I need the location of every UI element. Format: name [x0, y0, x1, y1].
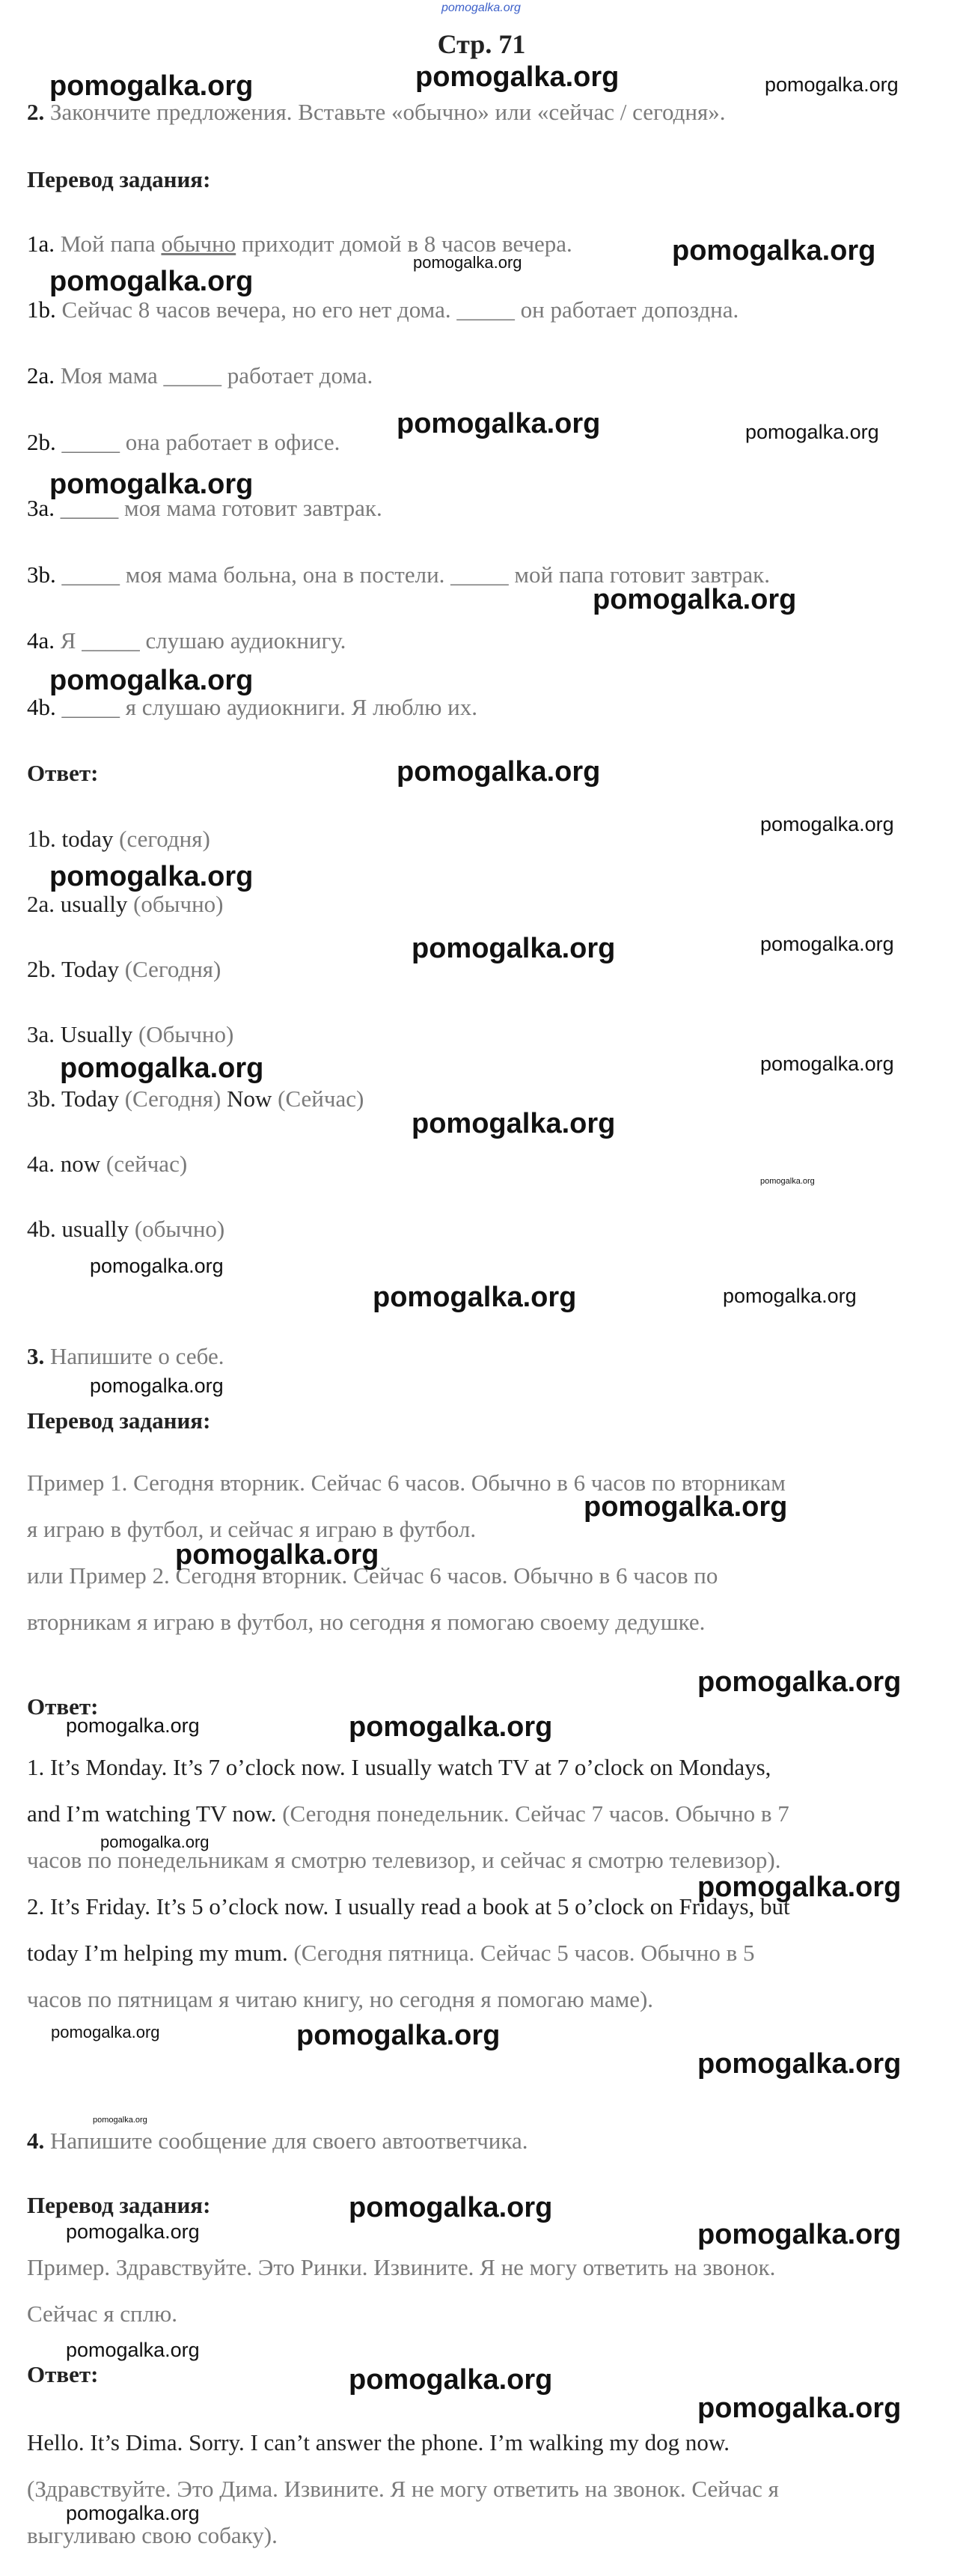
answer-translation: (сегодня)	[119, 826, 210, 852]
watermark: pomogalka.org	[697, 1872, 902, 1903]
ex3-answer-2-line-1: 2. It’s Friday. It’s 5 o’clock now. I usually read a book at 5 o’clock on Fridays, but	[27, 1893, 790, 1919]
watermark: pomogalka.org	[760, 1053, 894, 1075]
answer-word: Usually	[60, 1021, 133, 1047]
watermark: pomogalka.org	[90, 1374, 224, 1397]
watermark: pomogalka.org	[760, 1177, 815, 1186]
answer-word: Today	[61, 1085, 119, 1112]
watermark: pomogalka.org	[584, 1491, 788, 1523]
ex2-number: 2.	[27, 99, 45, 125]
answer-word: Today	[61, 956, 119, 982]
ex3-example-line: Пример 1. Сегодня вторник. Сейчас 6 часов. Обычно в 6 часов по вторникам	[27, 1470, 786, 1496]
line-text-before: Мой папа	[60, 231, 162, 257]
answer-translation: (Сегодня)	[124, 956, 221, 982]
line-text-after: приходит домой в 8 часов вечера.	[236, 231, 572, 257]
ex2-answer-1b	[27, 826, 210, 853]
line-label: 1a.	[27, 231, 55, 257]
ex4-example-line: Пример. Здравствуйте. Это Ринки. Извините. Я не могу ответить на звонок.	[27, 2254, 776, 2280]
line-text: _____ моя мама готовит завтрак.	[60, 495, 382, 521]
ex2-answer-3b	[27, 1085, 364, 1112]
ex4-task-text: Напишите сообщение для своего автоответчика.	[50, 2128, 528, 2154]
ex2-line-4a	[27, 627, 346, 654]
ex3-example-line: вторникам я играю в футбол, но сегодня я помогаю своему дедушке.	[27, 1609, 706, 1635]
ex4-answer-ru-line: (Здравствуйте. Это Дима. Извините. Я не могу ответить на звонок. Сейчас я	[27, 2476, 779, 2502]
watermark: pomogalka.org	[100, 1833, 210, 1851]
line-text-underlined: обычно	[161, 231, 236, 257]
ex3-example-line: или Пример 2. Сегодня вторник. Сейчас 6 часов. Обычно в 6 часов по	[27, 1562, 718, 1589]
answer-label: 4b.	[27, 1216, 56, 1242]
answer-translation: (Обычно)	[138, 1021, 234, 1047]
answer-word: usually	[60, 891, 128, 917]
ex3-translation-header: Перевод задания:	[27, 1407, 211, 1434]
line-label: 2b.	[27, 429, 56, 455]
answer-label: 2b.	[27, 956, 56, 982]
watermark: pomogalka.org	[415, 61, 620, 93]
ex2-answer-2b	[27, 956, 221, 983]
watermark: pomogalka.org	[51, 2023, 160, 2041]
ex2-task-text: Закончите предложения. Вставьте «обычно» или «сейчас / сегодня».	[50, 99, 726, 125]
watermark: pomogalka.org	[349, 1711, 553, 1743]
watermark: pomogalka.org	[49, 469, 254, 500]
watermark: pomogalka.org	[349, 2192, 553, 2223]
answer-translation-2: (Сейчас)	[278, 1085, 364, 1112]
answer-ru: (Сегодня понедельник. Сейчас 7 часов. Обычно в 7	[276, 1800, 789, 1827]
line-label: 4a.	[27, 627, 55, 654]
ex2-answer-3a	[27, 1021, 233, 1048]
line-label: 3b.	[27, 561, 56, 588]
answer-word: now	[60, 1151, 101, 1177]
watermark: pomogalka.org	[66, 1714, 200, 1737]
ex3-answer-header: Ответ:	[27, 1693, 99, 1720]
watermark: pomogalka.org	[412, 1108, 616, 1139]
line-text: _____ я слушаю аудиокниги. Я люблю их.	[61, 694, 477, 720]
ex4-answer-header: Ответ:	[27, 2361, 99, 2387]
answer-label: 1b.	[27, 826, 56, 852]
watermark: pomogalka.org	[697, 2219, 902, 2250]
answer-word-2: Now	[227, 1085, 272, 1112]
watermark: pomogalka.org	[60, 1053, 264, 1084]
ex4-example-line: Сейчас я сплю.	[27, 2301, 178, 2327]
watermark-top: pomogalka.org	[441, 1, 521, 14]
watermark: pomogalka.org	[672, 235, 876, 267]
watermark: pomogalka.org	[49, 266, 254, 297]
watermark: pomogalka.org	[745, 421, 879, 443]
answer-word: today	[61, 826, 114, 852]
ex4-answer-ru-line: выгуливаю свою собаку).	[27, 2522, 278, 2548]
watermark: pomogalka.org	[49, 665, 254, 696]
line-text: _____ моя мама больна, она в постели. _____ мой папа готовит завтрак.	[61, 561, 770, 588]
ex2-line-2b	[27, 429, 340, 456]
answer-label: 2a.	[27, 891, 55, 917]
ex2-translation-header: Перевод задания:	[27, 166, 211, 192]
answer-translation: (Сегодня)	[124, 1085, 221, 1112]
ex3-example	[27, 1460, 786, 1645]
ex3-answer-1-line-2	[27, 1791, 790, 1837]
ex2-answer-2a	[27, 891, 224, 918]
watermark: pomogalka.org	[373, 1282, 577, 1313]
watermark: pomogalka.org	[413, 253, 522, 272]
watermark: pomogalka.org	[760, 933, 894, 955]
watermark: pomogalka.org	[66, 2339, 200, 2361]
line-text: Моя мама _____ работает дома.	[60, 362, 373, 389]
answer-label: 3a.	[27, 1021, 55, 1047]
ex2-line-4b	[27, 694, 477, 721]
watermark: pomogalka.org	[49, 70, 254, 102]
ex4-answer-en: Hello. It’s Dima. Sorry. I can’t answer the phone. I’m walking my dog now.	[27, 2429, 730, 2455]
answer-translation: (обычно)	[133, 891, 224, 917]
line-label: 1b.	[27, 296, 56, 323]
ex4-number: 4.	[27, 2128, 45, 2154]
ex2-line-1b	[27, 296, 739, 323]
ex3-answer-2-line-2	[27, 1930, 790, 1976]
ex3-answer-2-line-3: часов по пятницам я читаю книгу, но сегодня я помогаю маме).	[27, 1986, 654, 2012]
answer-ru: (Сегодня пятница. Сейчас 5 часов. Обычно в 5	[287, 1940, 755, 1966]
watermark: pomogalka.org	[66, 2220, 200, 2243]
line-label: 3a.	[27, 495, 55, 521]
answer-translation: (сейчас)	[106, 1151, 188, 1177]
ex3-example-line: я играю в футбол, и сейчас я играю в футбол.	[27, 1516, 477, 1542]
line-text: Сейчас 8 часов вечера, но его нет дома. _____ он работает допоздна.	[61, 296, 739, 323]
ex3-answer	[27, 1744, 790, 2023]
ex3-answer-1-line-3: часов по понедельникам я смотрю телевизор, и сейчас я смотрю телевизор).	[27, 1847, 781, 1873]
ex3-number: 3.	[27, 1343, 45, 1369]
watermark: pomogalka.org	[397, 408, 601, 439]
line-text: _____ она работает в офисе.	[61, 429, 340, 455]
watermark: pomogalka.org	[760, 813, 894, 835]
watermark: pomogalka.org	[412, 933, 616, 964]
ex3-answer-1-line-1: 1. It’s Monday. It’s 7 o’clock now. I usually watch TV at 7 o’clock on Mondays,	[27, 1754, 771, 1780]
ex3-task	[27, 1343, 224, 1370]
ex2-answer-4b	[27, 1216, 224, 1243]
watermark: pomogalka.org	[49, 861, 254, 892]
watermark: pomogalka.org	[397, 756, 601, 788]
answer-en: today I’m helping my mum.	[27, 1940, 288, 1966]
watermark: pomogalka.org	[697, 2393, 902, 2424]
watermark: pomogalka.org	[93, 2116, 147, 2125]
answer-label: 3b.	[27, 1085, 56, 1112]
answer-en: and I’m watching TV now.	[27, 1800, 277, 1827]
watermark: pomogalka.org	[90, 1255, 224, 1277]
watermark: pomogalka.org	[175, 1539, 379, 1571]
answer-translation: (обычно)	[134, 1216, 225, 1242]
ex2-task	[27, 99, 725, 126]
watermark: pomogalka.org	[723, 1285, 857, 1307]
watermark: pomogalka.org	[593, 584, 797, 615]
line-label: 2a.	[27, 362, 55, 389]
ex4-translation-header: Перевод задания:	[27, 2192, 211, 2218]
ex2-answer-header: Ответ:	[27, 760, 99, 786]
watermark: pomogalka.org	[697, 1666, 902, 1698]
ex4-task	[27, 2128, 528, 2155]
line-label: 4b.	[27, 694, 56, 720]
ex4-example	[27, 2244, 775, 2337]
watermark: pomogalka.org	[66, 2502, 200, 2524]
watermark: pomogalka.org	[296, 2020, 501, 2051]
watermark: pomogalka.org	[349, 2364, 553, 2396]
ex2-answer-4a	[27, 1151, 187, 1178]
ex2-line-2a	[27, 362, 373, 389]
ex4-answer	[27, 2420, 779, 2559]
watermark: pomogalka.org	[765, 73, 899, 96]
ex3-task-text: Напишите о себе.	[50, 1343, 224, 1369]
page-title: Стр. 71	[437, 29, 526, 59]
line-text: Я _____ слушаю аудиокнигу.	[60, 627, 346, 654]
answer-label: 4a.	[27, 1151, 55, 1177]
answer-word: usually	[61, 1216, 129, 1242]
watermark: pomogalka.org	[697, 2048, 902, 2080]
